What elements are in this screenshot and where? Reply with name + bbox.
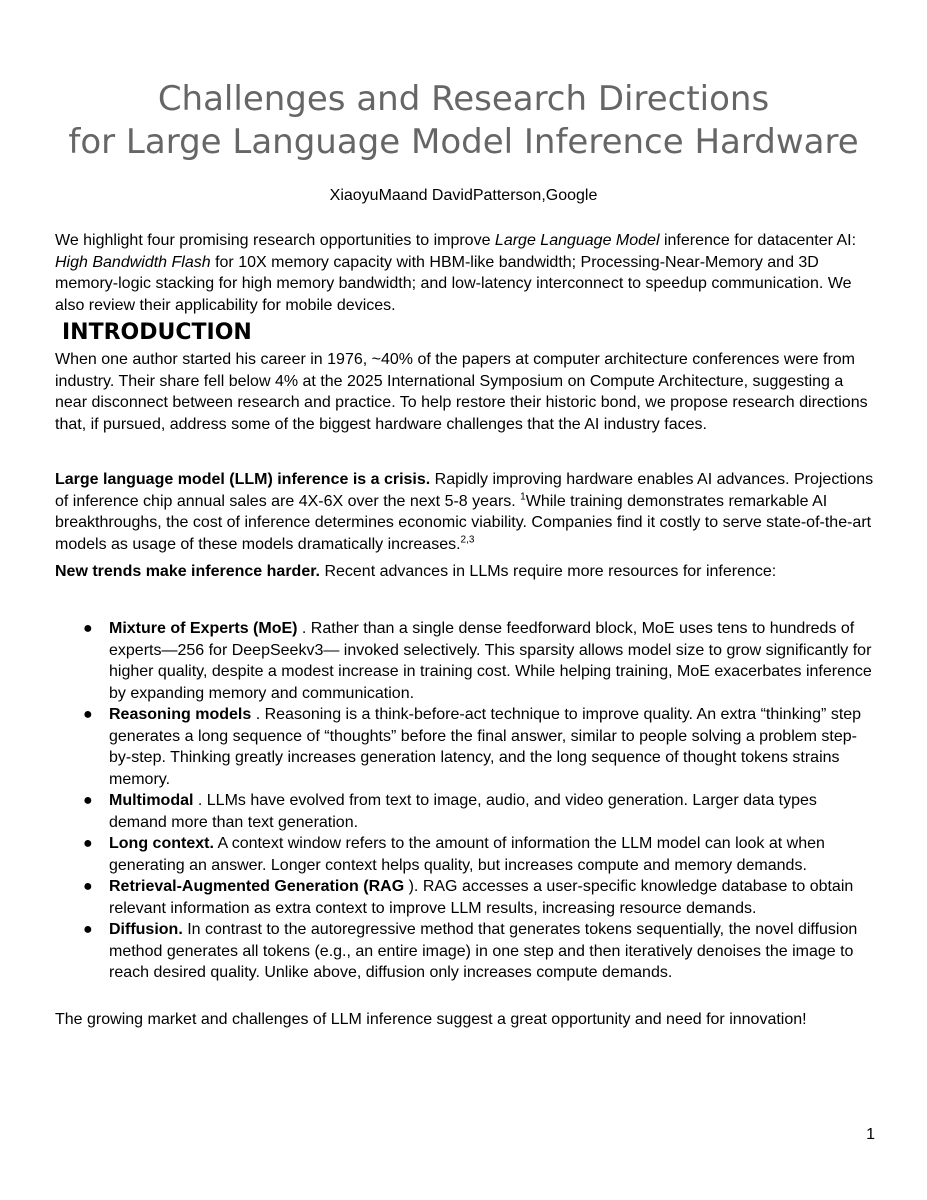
bullet-text: . LLMs have evolved from text to image, audio, and video generation. Larger data types demand more than text generation. xyxy=(109,792,817,831)
bullet-text: In contrast to the autoregressive method that generates tokens sequentially, the novel diffusion method generates all tokens (e.g., an entire image) in one step and then iteratively denoises the image to reach desired quality. Unlike above, diffusion only increases compute demands. xyxy=(109,921,858,981)
trends-lead: New trends make inference harder. xyxy=(55,563,320,580)
list-item xyxy=(55,876,875,919)
crisis-text-1: Rapidly improving hardware enables AI advances. Projections of inference chip annual sales are 4X-6X over the next 5-8 years. xyxy=(55,471,874,510)
introduction-paragraph: When one author started his career in 1976, ~40% of the papers at computer architecture conferences were from industry. Their share fell below 4% at the 2025 International Symposium on Compute Architecture, suggesting a near disconnect between research and practice. To help restore their historic bond, we propose research directions that, if pursued, address some of the biggest hardware challenges that the AI industry faces. xyxy=(55,351,868,433)
author-line: XiaoyuMaand DavidPatterson,Google xyxy=(329,187,598,204)
trends-paragraph xyxy=(55,561,875,583)
bullet-icon: ● xyxy=(83,835,93,852)
bullet-icon: ● xyxy=(83,706,93,723)
bullet-text: ). RAG accesses a user-specific knowledge database to obtain relevant information as extra context to improve LLM results, increasing resource demands. xyxy=(109,878,854,917)
citation-superscript: 2,3 xyxy=(460,534,475,546)
crisis-lead: Large language model (LLM) inference is a crisis. xyxy=(55,471,431,488)
section-heading-introduction: INTRODUCTION xyxy=(62,320,252,345)
bullet-text: . Rather than a single dense feedforward block, MoE uses tens to hundreds of experts—256 for DeepSeekv3— invoked selectively. This sparsity allows model size to grow significantly for higher quality, despite a modest increase in training cost. While helping training, MoE exacerbates inference by expanding memory and communication. xyxy=(109,620,872,702)
bullet-text: A context window refers to the amount of information the LLM model can look at when generating an answer. Longer context helps quality, but increases compute and memory demands. xyxy=(109,835,825,874)
list-item xyxy=(55,790,875,833)
bullet-icon: ● xyxy=(83,792,93,809)
bullet-term: Retrieval-Augmented Generation (RAG xyxy=(109,878,405,895)
abstract-text-2: inference for datacenter AI: xyxy=(659,232,857,249)
abstract-italic-1: Large Language Model xyxy=(494,232,660,249)
trends-bullet-list xyxy=(55,618,875,984)
crisis-paragraph xyxy=(55,469,875,555)
abstract xyxy=(55,230,875,316)
abstract-text-3: for 10X memory capacity with HBM-like bandwidth; Processing-Near-Memory and 3D memory-logic stacking for high memory bandwidth; and low-latency interconnect to speedup communication. We also review their applicability for mobile devices. xyxy=(55,253,852,314)
bullet-icon: ● xyxy=(83,878,93,895)
bullet-text: . Reasoning is a think-before-act technique to improve quality. An extra “thinking” step generates a long sequence of “thoughts” before the final answer, similar to people solving a problem step-by-step. Thinking greatly increases generation latency, and the long sequence of thought tokens strains memory. xyxy=(109,706,862,788)
abstract-text-1: We highlight four promising research opportunities to improve xyxy=(55,232,495,249)
trends-text: Recent advances in LLMs require more resources for inference: xyxy=(320,563,777,580)
bullet-icon: ● xyxy=(83,620,93,637)
bullet-term: Long context. xyxy=(109,835,214,852)
bullet-icon: ● xyxy=(83,921,93,938)
list-item xyxy=(55,704,875,790)
list-item xyxy=(55,618,875,704)
paper-title-line-1: Challenges and Research Directions xyxy=(157,79,770,119)
closing-paragraph: The growing market and challenges of LLM inference suggest a great opportunity and need for innovation! xyxy=(55,1011,807,1028)
bullet-term: Reasoning models xyxy=(109,706,252,723)
list-item xyxy=(55,833,875,876)
paper-title-line-2: for Large Language Model Inference Hardware xyxy=(68,122,859,162)
page-number: 1 xyxy=(866,1126,875,1143)
paper-title xyxy=(0,78,927,164)
bullet-term: Multimodal xyxy=(109,792,194,809)
list-item xyxy=(55,919,875,984)
bullet-term: Diffusion. xyxy=(109,921,183,938)
citation-superscript: 1 xyxy=(520,491,526,503)
crisis-text-2: While training demonstrates remarkable AI breakthroughs, the cost of inference determines economic viability. Companies find it costly to serve state-of-the-art models as usage of these models dramatically increases. xyxy=(55,492,872,553)
bullet-term: Mixture of Experts (MoE) xyxy=(109,620,298,637)
abstract-italic-2: High Bandwidth Flash xyxy=(55,253,211,271)
